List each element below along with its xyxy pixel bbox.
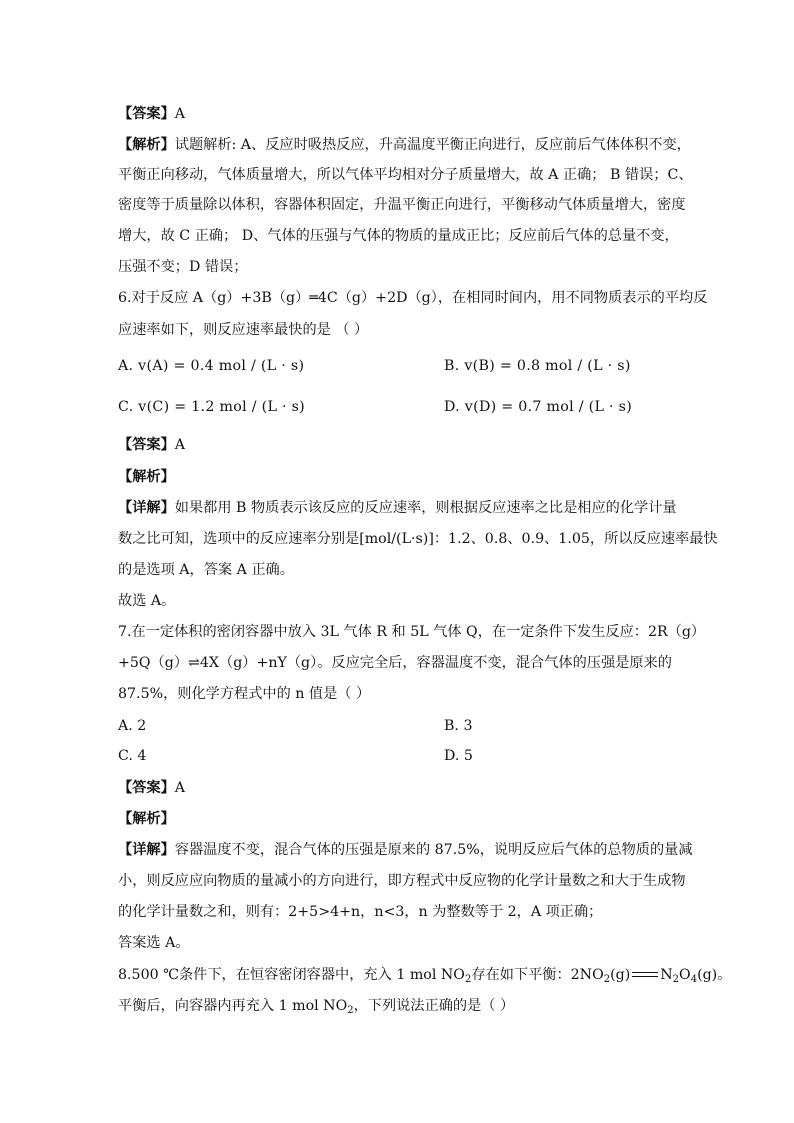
q6-stem-line-2: 应速率如下，则反应速率最快的是 （ ）	[118, 322, 369, 338]
q8-text: N	[660, 967, 673, 983]
q7-detail-line-3: 的化学计量数之和，则有：2+5>4+n，n<3，n 为整数等于 2，A 项正确；	[118, 904, 603, 920]
q5-analysis-line-1	[118, 135, 691, 155]
detail-text: 如果都用 B 物质表示该反应的反应速率，则根据反应速率之比是相应的化学计量	[174, 500, 677, 516]
q6-option-c: C. v(C) = 1.2 mol / (L · s)	[118, 399, 306, 415]
q6-detail-line-3: 的是选项 A，答案 A 正确。	[118, 562, 294, 578]
q6-analysis-label: 【解析】	[118, 469, 175, 485]
subscript: 2	[603, 974, 611, 985]
answer-value: A	[174, 780, 186, 796]
q7-option-c: C. 4	[118, 748, 147, 764]
q8-text: (g)。	[697, 967, 732, 983]
answer-label: 【答案】	[118, 437, 175, 453]
q7-option-a: A. 2	[118, 718, 147, 734]
q8-stem-line-2	[118, 996, 514, 1016]
q5-analysis-line-2: 平衡正向移动，气体质量增大，所以气体平均相对分子质量增大，故 A 正确； B 错误；C、	[118, 167, 693, 183]
q7-conclusion: 答案选 A。	[118, 935, 190, 951]
q8-text: 8.500 ℃条件下，在恒容密闭容器中，充入 1 mol NO	[118, 967, 465, 983]
analysis-label: 【解析】	[118, 137, 175, 153]
q6-answer	[118, 435, 185, 455]
q5-answer	[118, 104, 185, 124]
q5-analysis-line-3: 密度等于质量除以体积，容器体积固定，升温平衡正向进行，平衡移动气体质量增大，密度	[118, 197, 686, 213]
q7-answer	[118, 778, 185, 798]
q8-text: ，下列说法正确的是（ ）	[353, 998, 515, 1014]
answer-value: A	[174, 437, 186, 453]
detail-label: 【详解】	[118, 500, 175, 516]
q8-stem-line-1	[118, 965, 731, 985]
detail-label: 【详解】	[118, 842, 175, 858]
q7-detail-line-2: 小，则反应应向物质的量减小的方向进行，即方程式中反应物的化学计量数之和大于生成物	[118, 873, 686, 889]
q6-option-b: B. v(B) = 0.8 mol / (L · s)	[444, 358, 631, 374]
answer-label: 【答案】	[118, 780, 175, 796]
subscript: 4	[690, 974, 698, 985]
subscript: 2	[672, 974, 680, 985]
equilibrium-arrow-icon	[630, 969, 660, 981]
q5-analysis-line-5: 压强不变；D 错误；	[118, 259, 248, 275]
q6-conclusion: 故选 A。	[118, 593, 176, 609]
q7-detail-line-1	[118, 840, 693, 860]
answer-value: A	[174, 106, 186, 122]
q6-option-d: D. v(D) = 0.7 mol / (L · s)	[444, 399, 633, 415]
q6-option-a: A. v(A) = 0.4 mol / (L · s)	[118, 358, 305, 374]
q7-stem-line-2: +5Q（g）⇌4X（g）+nY（g）。反应完全后，容器温度不变，混合气体的压强是原来的	[118, 655, 672, 671]
q6-stem-line-1: 6.对于反应 A（g）+3B（g）═4C（g）+2D（g），在相同时间内，用不同物质表示的平均反	[118, 290, 708, 306]
q7-option-b: B. 3	[444, 718, 473, 734]
q8-text: (g)	[610, 967, 631, 983]
subscript: 2	[347, 1005, 354, 1016]
q8-text: 平衡后，向容器内再充入 1 mol NO	[118, 998, 348, 1014]
q7-stem-line-3: 87.5%，则化学方程式中的 n 值是（ ）	[118, 686, 371, 702]
analysis-text: 试题解析: A、反应时吸热反应，升高温度平衡正向进行，反应前后气体体积不变，	[174, 137, 691, 153]
subscript: 2	[464, 974, 472, 985]
q7-analysis-label: 【解析】	[118, 811, 175, 827]
q6-detail-line-1	[118, 498, 677, 518]
q8-text: O	[679, 967, 691, 983]
answer-label: 【答案】	[118, 106, 175, 122]
detail-text: 容器温度不变，混合气体的压强是原来的 87.5%，说明反应后气体的总物质的量减	[174, 842, 693, 858]
q7-option-d: D. 5	[444, 748, 473, 764]
q8-text: 存在如下平衡：2NO	[471, 967, 604, 983]
q6-detail-line-2: 数之比可知，选项中的反应速率分别是[mol/(L·s)]：1.2、0.8、0.9、1.05，所以反应速率最快	[118, 531, 718, 547]
q5-analysis-line-4: 增大，故 C 正确； D、气体的压强与气体的物质的量成正比；反应前后气体的总量不变，	[118, 228, 679, 244]
q7-stem-line-1: 7.在一定体积的密闭容器中放入 3L 气体 R 和 5L 气体 Q，在一定条件下发生反应：2R（g）	[118, 624, 706, 640]
